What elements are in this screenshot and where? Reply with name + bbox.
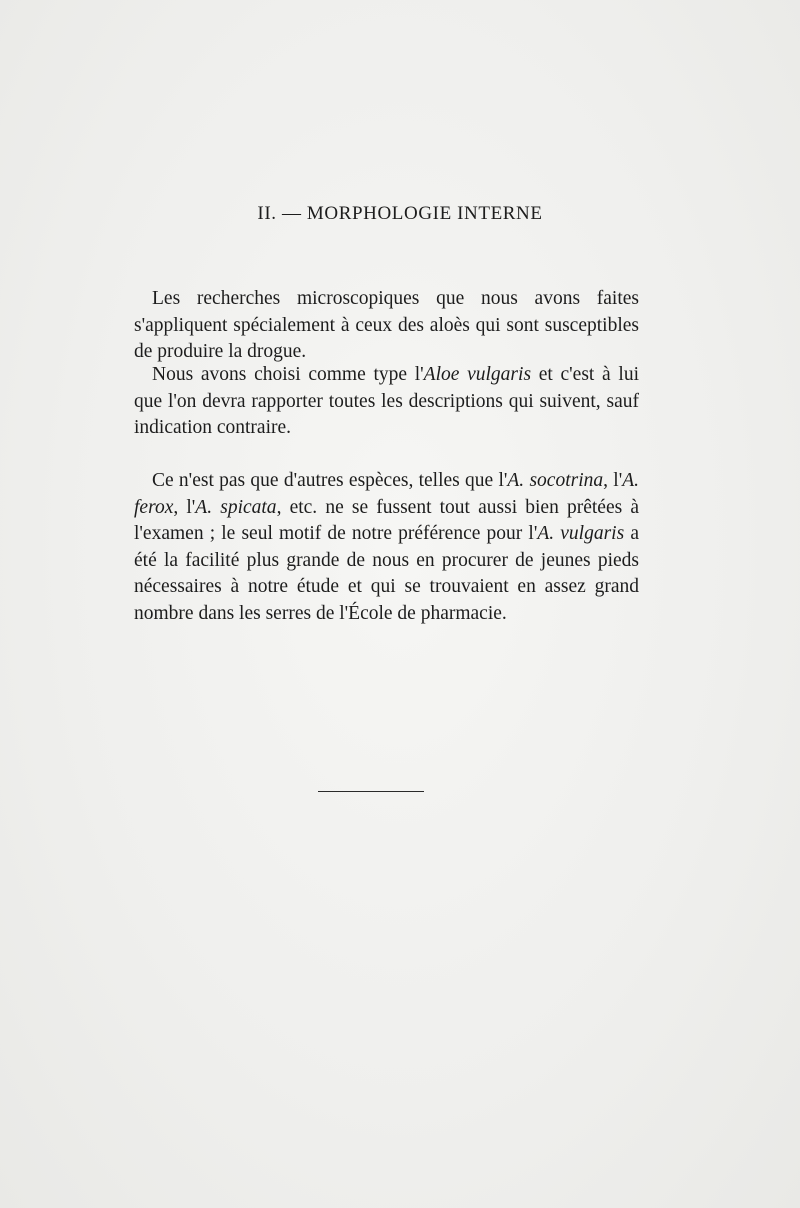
paragraph-2-species: Aloe vulgaris — [423, 364, 532, 385]
paragraph-3-part3: , l' — [173, 496, 196, 518]
paragraph-3-species-3: A. spicata — [195, 496, 277, 518]
section-heading: II. — MORPHOLOGIE INTERNE — [257, 203, 543, 224]
paragraph-3-part4: , etc. ne se fussent tout aussi bien prêtées à l'examen ; le seul motif de notre préférence pour l' — [134, 496, 639, 544]
paragraph-2-part1: Nous avons choisi comme type l' — [152, 364, 424, 385]
paragraph-3 — [134, 468, 639, 627]
paragraph-3-species-2: A. ferox — [134, 470, 639, 518]
paragraph-3-species-1: A. socotrina — [507, 470, 604, 491]
paragraph-1 — [134, 286, 639, 366]
paragraph-3-part5: a été la facilité plus grande de nous en procurer de jeunes pieds nécessaires à notre étude et qui se trouvaient en assez grand nombre dans les serres de l'École de pharmacie. — [134, 523, 639, 624]
paragraph-1-text: Les recherches microscopiques que nous avons faites s'appliquent spécialement à ceux des aloès qui sont susceptibles de produire la drogue. — [134, 288, 639, 362]
paragraph-2 — [134, 362, 639, 442]
paragraph-3-species-4: A. vulgaris — [537, 523, 625, 544]
paragraph-3-part2: , l' — [603, 470, 623, 491]
closing-rule — [318, 791, 424, 792]
paragraph-3-part1: Ce n'est pas que d'autres espèces, telles que l' — [152, 470, 508, 491]
paragraph-2-part2: et c'est à lui que l'on devra rapporter toutes les descriptions qui suivent, sauf indication contraire. — [134, 364, 639, 438]
